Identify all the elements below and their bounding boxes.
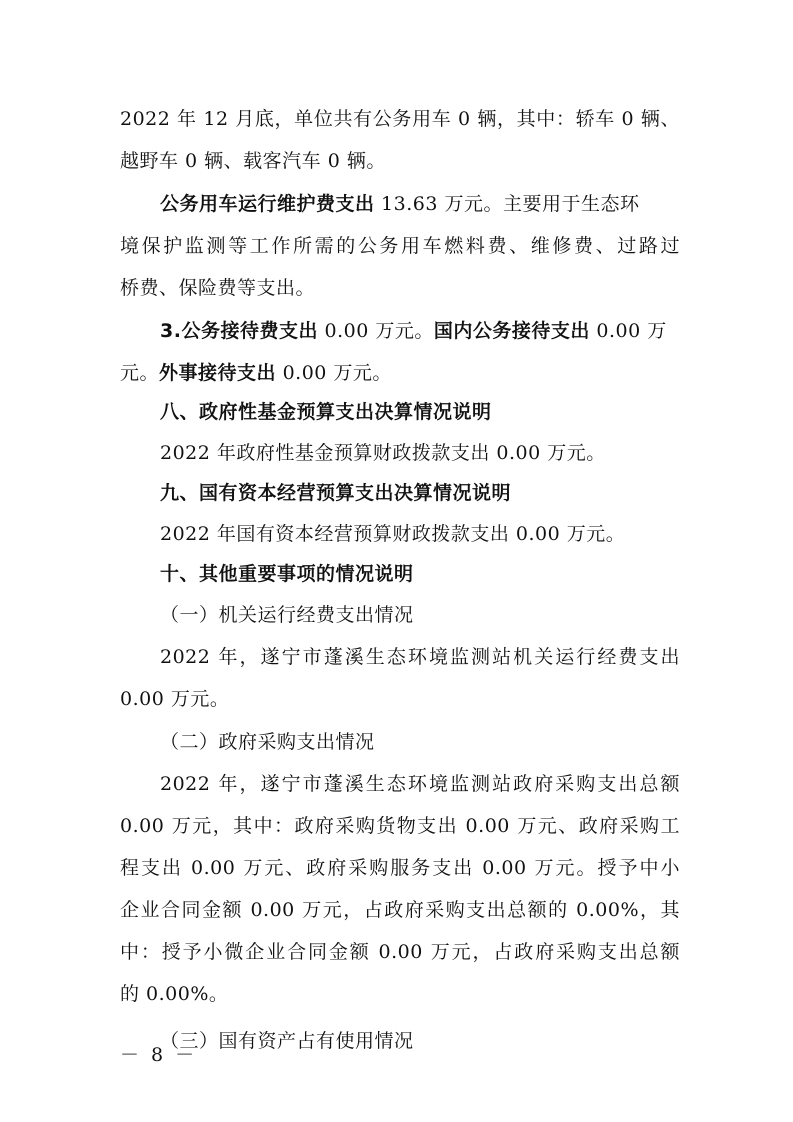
paragraph-maintenance-line: 境保护监测等工作所需的公务用车燃料费、维修费、过路过 xyxy=(120,235,680,257)
reception-label: 3.公务接待费支出 xyxy=(160,320,318,342)
paragraph-procurement-line: 0.00 万元，其中：政府采购货物支出 0.00 万元、政府采购工 xyxy=(120,815,680,837)
paragraph-vehicles-line: 越野车 0 辆、载客汽车 0 辆。 xyxy=(120,150,386,172)
reception-amount: 0.00 万元。 xyxy=(317,320,434,342)
section-heading-8: 八、政府性基金预算支出决算情况说明 xyxy=(160,401,492,423)
paragraph-capital: 2022 年国有资本经营预算财政拨款支出 0.00 万元。 xyxy=(160,523,626,545)
reception-unit-text: 元。 xyxy=(120,362,160,384)
foreign-reception-amount: 0.00 万元。 xyxy=(276,362,392,384)
paragraph-reception-line xyxy=(160,316,667,346)
paragraph-maintenance-line xyxy=(160,189,640,219)
paragraph-operations-line: 2022 年，遂宁市蓬溪生态环境监测站机关运行经费支出 xyxy=(160,646,680,668)
page-number: － 8 － xyxy=(120,1044,198,1066)
maintenance-amount-text: 13.63 万元。主要用于生态环 xyxy=(374,193,640,215)
section-heading-10: 十、其他重要事项的情况说明 xyxy=(160,563,414,585)
paragraph-procurement-line: 的 0.00%。 xyxy=(120,983,229,1005)
subsection-heading-1: （一）机关运行经费支出情况 xyxy=(160,604,414,626)
paragraph-fund: 2022 年政府性基金预算财政拨款支出 0.00 万元。 xyxy=(160,442,606,464)
maintenance-label: 公务用车运行维护费支出 xyxy=(160,193,375,215)
paragraph-procurement-line: 程支出 0.00 万元、政府采购服务支出 0.00 万元。授予中小 xyxy=(120,857,680,879)
paragraph-procurement-line: 企业合同金额 0.00 万元，占政府采购支出总额的 0.00%，其 xyxy=(120,899,680,921)
foreign-reception-label: 外事接待支出 xyxy=(159,362,277,384)
domestic-reception-amount: 0.00 万 xyxy=(589,320,667,342)
domestic-reception-label: 国内公务接待支出 xyxy=(433,320,590,342)
paragraph-procurement-line: 2022 年，遂宁市蓬溪生态环境监测站政府采购支出总额 xyxy=(160,773,680,795)
paragraph-operations-line: 0.00 万元。 xyxy=(120,688,230,710)
paragraph-procurement-line: 中：授予小微企业合同金额 0.00 万元，占政府采购支出总额 xyxy=(120,941,680,963)
subsection-heading-2: （二）政府采购支出情况 xyxy=(160,731,375,753)
paragraph-reception-line xyxy=(120,358,392,388)
paragraph-vehicles-line: 2022 年 12 月底，单位共有公务用车 0 辆，其中：轿车 0 辆、 xyxy=(120,108,680,130)
section-heading-9: 九、国有资本经营预算支出决算情况说明 xyxy=(160,482,512,504)
subsection-heading-3: （三）国有资产占有使用情况 xyxy=(160,1030,414,1052)
paragraph-maintenance-line: 桥费、保险费等支出。 xyxy=(120,277,316,299)
